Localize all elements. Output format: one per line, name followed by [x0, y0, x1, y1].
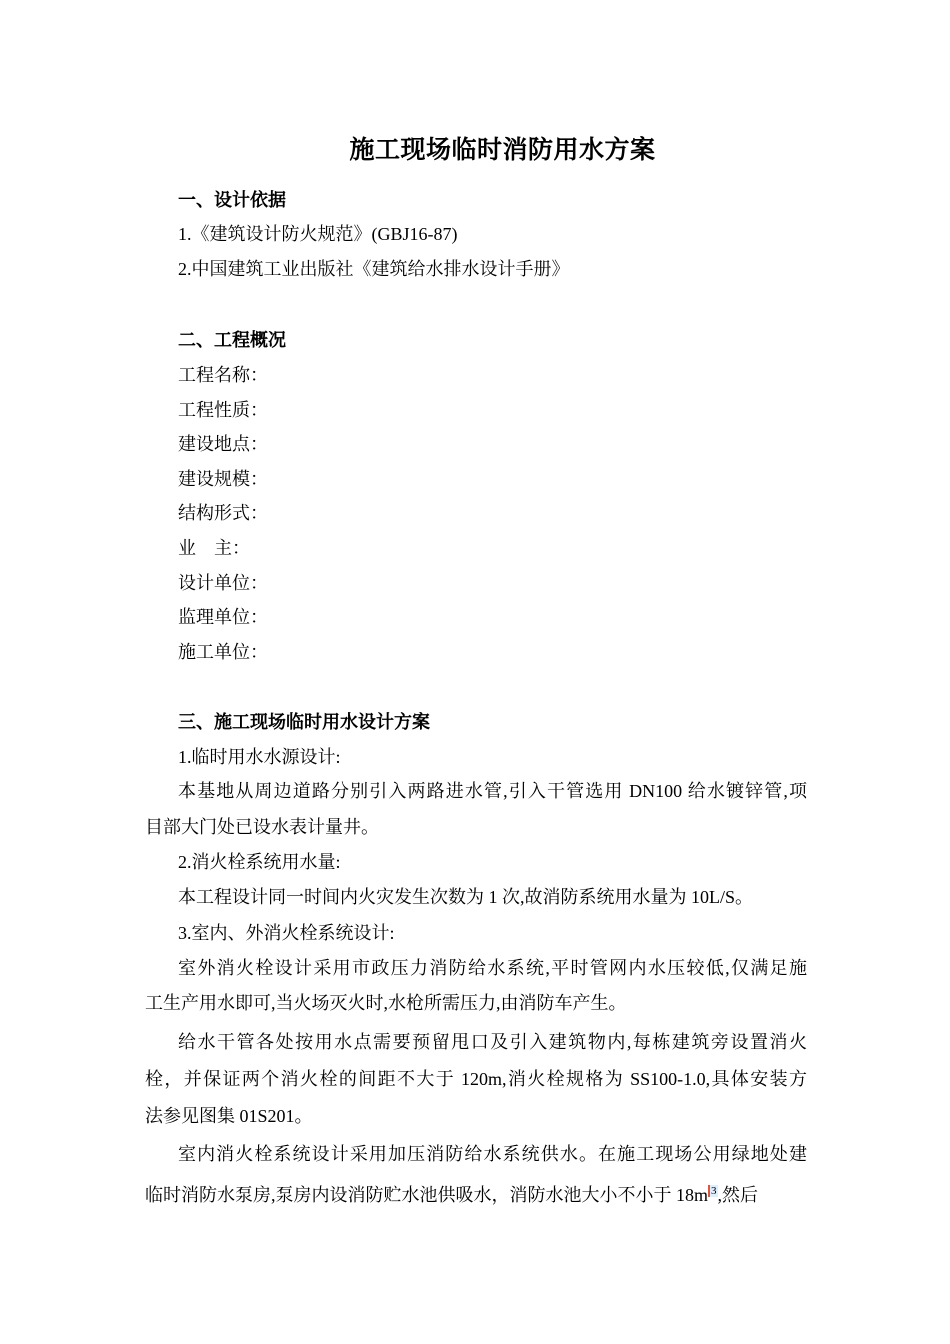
- paragraph-text: 室外消火栓设计采用市政压力消防给水系统,平时管网内水压较低,仅满足施: [178, 958, 807, 978]
- section-heading-basis: 一、设计依据: [178, 190, 286, 210]
- basis-item-1: 1.《建筑设计防火规范》(GBJ16-87): [178, 224, 458, 244]
- subheading-hydrant-design: 3.室内、外消火栓系统设计:: [178, 923, 395, 943]
- field-scale: 建设规模：: [178, 469, 268, 489]
- paragraph-text: 栓，并保证两个消火栓的间距不大于 120m,消火栓规格为 SS100-1.0,具体安装方: [145, 1069, 807, 1089]
- section-heading-overview: 二、工程概况: [178, 330, 286, 350]
- paragraph-text: ,然后: [717, 1185, 758, 1205]
- document-title: 施工现场临时消防用水方案: [349, 137, 656, 164]
- field-location: 建设地点：: [178, 434, 268, 454]
- paragraph-text: 室内消火栓系统设计采用加压消防给水系统供水。在施工现场公用绿地处建: [178, 1144, 807, 1164]
- paragraph-text: 本基地从周边道路分别引入两路进水管,引入干管选用 DN100 给水镀锌管,项: [178, 781, 807, 801]
- paragraph-line: 工生产用水即可,当火场灭火时,水枪所需压力,由消防车产生。: [145, 993, 627, 1013]
- paragraph-line: [145, 1179, 758, 1207]
- paragraph-line: [145, 1067, 807, 1091]
- field-project-nature: 工程性质：: [178, 400, 268, 420]
- paragraph-line: [178, 1142, 807, 1166]
- field-designer: 设计单位：: [178, 573, 268, 593]
- section-heading-plan: 三、施工现场临时用水设计方案: [178, 712, 430, 732]
- subheading-water-volume: 2.消火栓系统用水量:: [178, 852, 341, 872]
- paragraph-text: 临时消防水泵房,泵房内设消防贮水池供吸水，消防水池大小不小于 18m: [145, 1185, 708, 1205]
- superscript-cubed: 3: [708, 1185, 718, 1197]
- paragraph-line: [178, 956, 807, 980]
- basis-item-2: 2.中国建筑工业出版社《建筑给水排水设计手册》: [178, 259, 570, 279]
- field-contractor: 施工单位：: [178, 642, 268, 662]
- field-supervisor: 监理单位：: [178, 607, 268, 627]
- field-project-name: 工程名称：: [178, 365, 268, 385]
- paragraph-line: [178, 1030, 807, 1054]
- paragraph-line: [178, 779, 807, 803]
- subheading-water-source: 1.临时用水水源设计:: [178, 747, 341, 767]
- paragraph-text: 给水干管各处按用水点需要预留甩口及引入建筑物内,每栋建筑旁设置消火: [178, 1032, 807, 1052]
- field-structure: 结构形式：: [178, 503, 268, 523]
- paragraph-line: 法参见图集 01S201。: [145, 1106, 313, 1126]
- paragraph-line: 目部大门处已设水表计量井。: [145, 817, 379, 837]
- paragraph-line: 本工程设计同一时间内火灾发生次数为 1 次,故消防系统用水量为 10L/S。: [178, 887, 754, 907]
- field-owner: 业 主：: [178, 538, 250, 558]
